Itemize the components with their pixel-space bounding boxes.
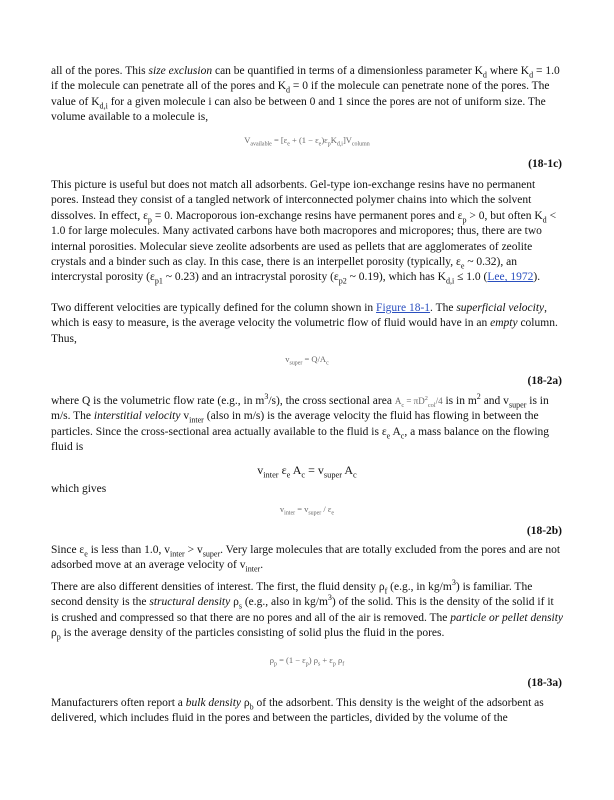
- paragraph-bulk-density: Manufacturers often report a bulk density $\rho_b$ of the adsorbent. This density is the weight of the adsorbent as delivered, which includes fluid in the pores and between the particles, divided by the volume of the: [51, 697, 544, 725]
- equation-18-2a: $v_{super} = Q/A_c$: [285, 354, 329, 367]
- equation-label-18-2b: (18-2b): [526, 525, 562, 537]
- paragraph-interstitial-velocity: where Q is the volumetric flow rate (e.g., in $m^3/s$), the cross sectional area $A_c = \pi D^2_{col}/4$ is in $m^2$ and $v_{super}$ is in m/s. The interstitial velocity $v_{inter}$ (also in m/s) is the average velocity the fluid has flowing in between the particles. Since the cross-sectional area actually available to the fluid is $\varepsilon_e$ $A_c$, a mass balance on the flowing fluid is: [51, 392, 550, 454]
- paragraph-size-exclusion: all of the pores. This size exclusion can be quantified in terms of a dimensionless parameter $K_d$ where $K_d = 1.0$ if the molecule can penetrate all of the pores and $K_d = 0$ if the molecule can penetrate none of the pores. The value of $K_{d,i}$ for a given molecule i can also be between 0 and 1 since the pores are not of uniform size. The volume available to a molecule is,: [51, 65, 560, 124]
- term-size-exclusion: size exclusion: [148, 65, 213, 77]
- equation-18-2b: $v_{inter} = v_{super} / \varepsilon_e$: [279, 504, 335, 517]
- paragraph-excluded-molecules: Since $\varepsilon_e$ is less than 1.0, $v_{inter} > v_{super}$. Very large molecules that are totally excluded from the pores and are not adsorbed move at an average velocity of $v_{inter}$.: [51, 544, 561, 574]
- paragraph-which-gives: which gives: [51, 483, 107, 495]
- equation-18-1c: $V_{available} = [\varepsilon_e + (1 - \varepsilon_e)\varepsilon_pK_{d,i}]V_{column}$: [244, 135, 370, 148]
- equation-label-18-1c: (18-1c): [528, 158, 562, 170]
- reference-link-lee-1972[interactable]: Lee, 1972: [487, 271, 534, 284]
- paragraph-adsorbents: This picture is useful but does not match all adsorbents. Gel-type ion-exchange resins have no permanent pores. Instead they consist of a tangled network of interconnected polymer chains into which the solvent dissolves. In effect, $\varepsilon_p = 0$. Macroporous ion-exchange resins have permanent pores and $\varepsilon_p > 0$, but often $K_d < 1.0$ for large molecules. Many activated carbons have both macropores and micropores; thus, there are two internal porosities. Molecular sieve zeolite adsorbents are used as pellets that are agglomerates of zeolite crystals and a binder such as clay. In this case, there is an interpellet porosity (typically, $\varepsilon_e$ ~ 0.32), an intercrystal porosity ($\varepsilon_{p1}$ ~ 0.23) and an intracrystal porosity ($\varepsilon_{p2}$ ~ 0.19), which has $K_{d,i} \le 1.0$ (Lee, 1972).: [51, 179, 557, 286]
- figure-link-18-1[interactable]: Figure 18-1: [376, 302, 431, 314]
- equation-label-18-2a: (18-2a): [527, 375, 562, 387]
- mass-balance-equation: $v_{inter}$ $\varepsilon_e$ $A_c = v_{super}$ $A_c$: [257, 463, 357, 480]
- inline-equation-area: $A_c = \pi D^2_{col}/4$: [394, 395, 443, 409]
- equation-18-3a: $\rho_p = (1 - \varepsilon_p) \rho_s + \varepsilon_p$ $\rho_f$: [269, 655, 345, 668]
- paragraph-densities: There are also different densities of interest. The first, the fluid density $\rho_f$ (e.g., in $kg/m^3$) is familiar. The second density is the structural density $\rho_s$ (e.g., also in $kg/m^3$) of the solid. This is the density of the solid if it is crushed and compressed so that there are no pores and all of the air is removed. The particle or pellet density $\rho_p$ is the average density of the particles consisting of solid plus the fluid in the pores.: [51, 578, 564, 642]
- equation-label-18-3a: (18-3a): [527, 677, 562, 689]
- paragraph-velocities: Two different velocities are typically defined for the column shown in Figure 18-1. The superficial velocity, which is easy to measure, is the average velocity the volumetric flow of fluid would have in an empty column. Thus,: [51, 302, 558, 345]
